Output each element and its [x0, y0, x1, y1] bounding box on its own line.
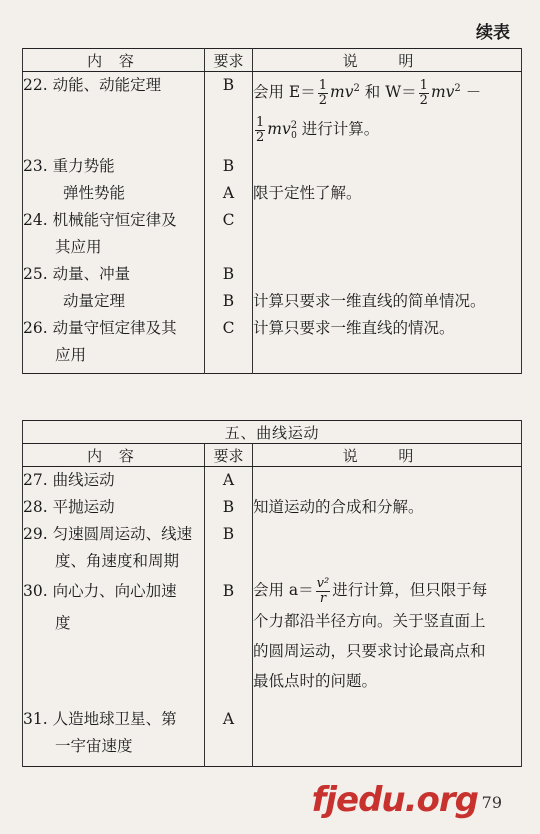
header-content: 内 容 — [23, 444, 205, 467]
table-header-row — [23, 49, 522, 72]
row-requirement: B — [205, 72, 253, 154]
fraction-half: $\frac{1}{2}$ — [318, 77, 328, 108]
row-requirement: A — [205, 467, 253, 495]
row-content: 29. 匀速圆周运动、线速 度、角速度和周期 — [23, 521, 205, 575]
watermark-logo: fjedu.org — [311, 780, 478, 820]
header-requirement: 要求 — [205, 49, 253, 72]
header-content: 内 容 — [23, 49, 205, 72]
table-row — [23, 153, 522, 180]
row-note: 知道运动的合成和分解。 — [253, 494, 522, 521]
curved-motion-table — [22, 420, 522, 767]
table-row — [23, 288, 522, 315]
row-requirement: B — [205, 153, 253, 180]
row-content: 31. 人造地球卫星、第 一宇宙速度 — [23, 696, 205, 767]
row-content: 23. 重力势能 — [23, 153, 205, 180]
row-note: 计算只要求一维直线的简单情况。 — [253, 288, 522, 315]
row-note: 限于定性了解。 — [253, 180, 522, 207]
header-note: 说 明 — [253, 444, 522, 467]
row-content: 22. 动能、动能定理 — [23, 72, 205, 154]
page-number: 79 — [481, 793, 502, 812]
row-note: 计算只要求一维直线的情况。 — [253, 315, 522, 374]
row-requirement: C — [205, 207, 253, 261]
row-requirement: B — [205, 288, 253, 315]
table-row — [23, 494, 522, 521]
fraction-v2-over-r: $\frac{\text{v²}}{r}$ — [316, 575, 330, 606]
table-header-row — [23, 444, 522, 467]
row-content: 24. 机械能守恒定律及 其应用 — [23, 207, 205, 261]
row-content: 25. 动量、冲量 — [23, 261, 205, 288]
table-row — [23, 180, 522, 207]
row-note — [253, 696, 522, 767]
row-requirement: B — [205, 261, 253, 288]
row-note — [253, 207, 522, 261]
row-content: 动量定理 — [23, 288, 205, 315]
table-row — [23, 521, 522, 575]
section-title: 五、曲线运动 — [23, 421, 522, 444]
fraction-half: $\frac{1}{2}$ — [256, 114, 265, 145]
fraction-half: $\frac{1}{2}$ — [419, 77, 428, 108]
table-row — [23, 72, 522, 154]
row-content: 弹性势能 — [23, 180, 205, 207]
header-requirement: 要求 — [205, 444, 253, 467]
table-row — [23, 261, 522, 288]
row-note — [253, 521, 522, 575]
row-note — [253, 467, 522, 495]
row-requirement: B — [205, 575, 253, 696]
row-requirement: C — [205, 315, 253, 374]
table-row — [23, 207, 522, 261]
row-requirement: A — [205, 696, 253, 767]
table-row — [23, 696, 522, 767]
row-content: 26. 动量守恒定律及其 应用 — [23, 315, 205, 374]
row-requirement: A — [205, 180, 253, 207]
row-note-formula: 会用 a＝ $\frac{\text{v²}}{r}$ 进行计算，但只限于每 个力都沿半径方向。关于竖直面上 的圆周运动，只要求讨论最高点和 最低点时的问题。 — [253, 575, 522, 696]
row-note-formula: 会用 E＝ $\frac{1}{2}$ $mv^2$ 和 W＝ $\frac{1}{2}$ $mv^2$ － $\frac{1}{2}$ $mv^2_0$ 进行计算。 — [253, 72, 522, 154]
row-note — [253, 153, 522, 180]
table-row — [23, 315, 522, 374]
row-content: 30. 向心力、向心加速 度 — [23, 575, 205, 696]
row-requirement: B — [205, 521, 253, 575]
header-note: 说 明 — [253, 49, 522, 72]
continued-label: 续表 — [476, 23, 510, 43]
table-row — [23, 467, 522, 495]
table-row — [23, 575, 522, 696]
row-note — [253, 261, 522, 288]
section-title-row — [23, 421, 522, 444]
row-requirement: B — [205, 494, 253, 521]
requirements-table-continued — [22, 48, 522, 374]
row-content: 28. 平抛运动 — [23, 494, 205, 521]
row-content: 27. 曲线运动 — [23, 467, 205, 495]
